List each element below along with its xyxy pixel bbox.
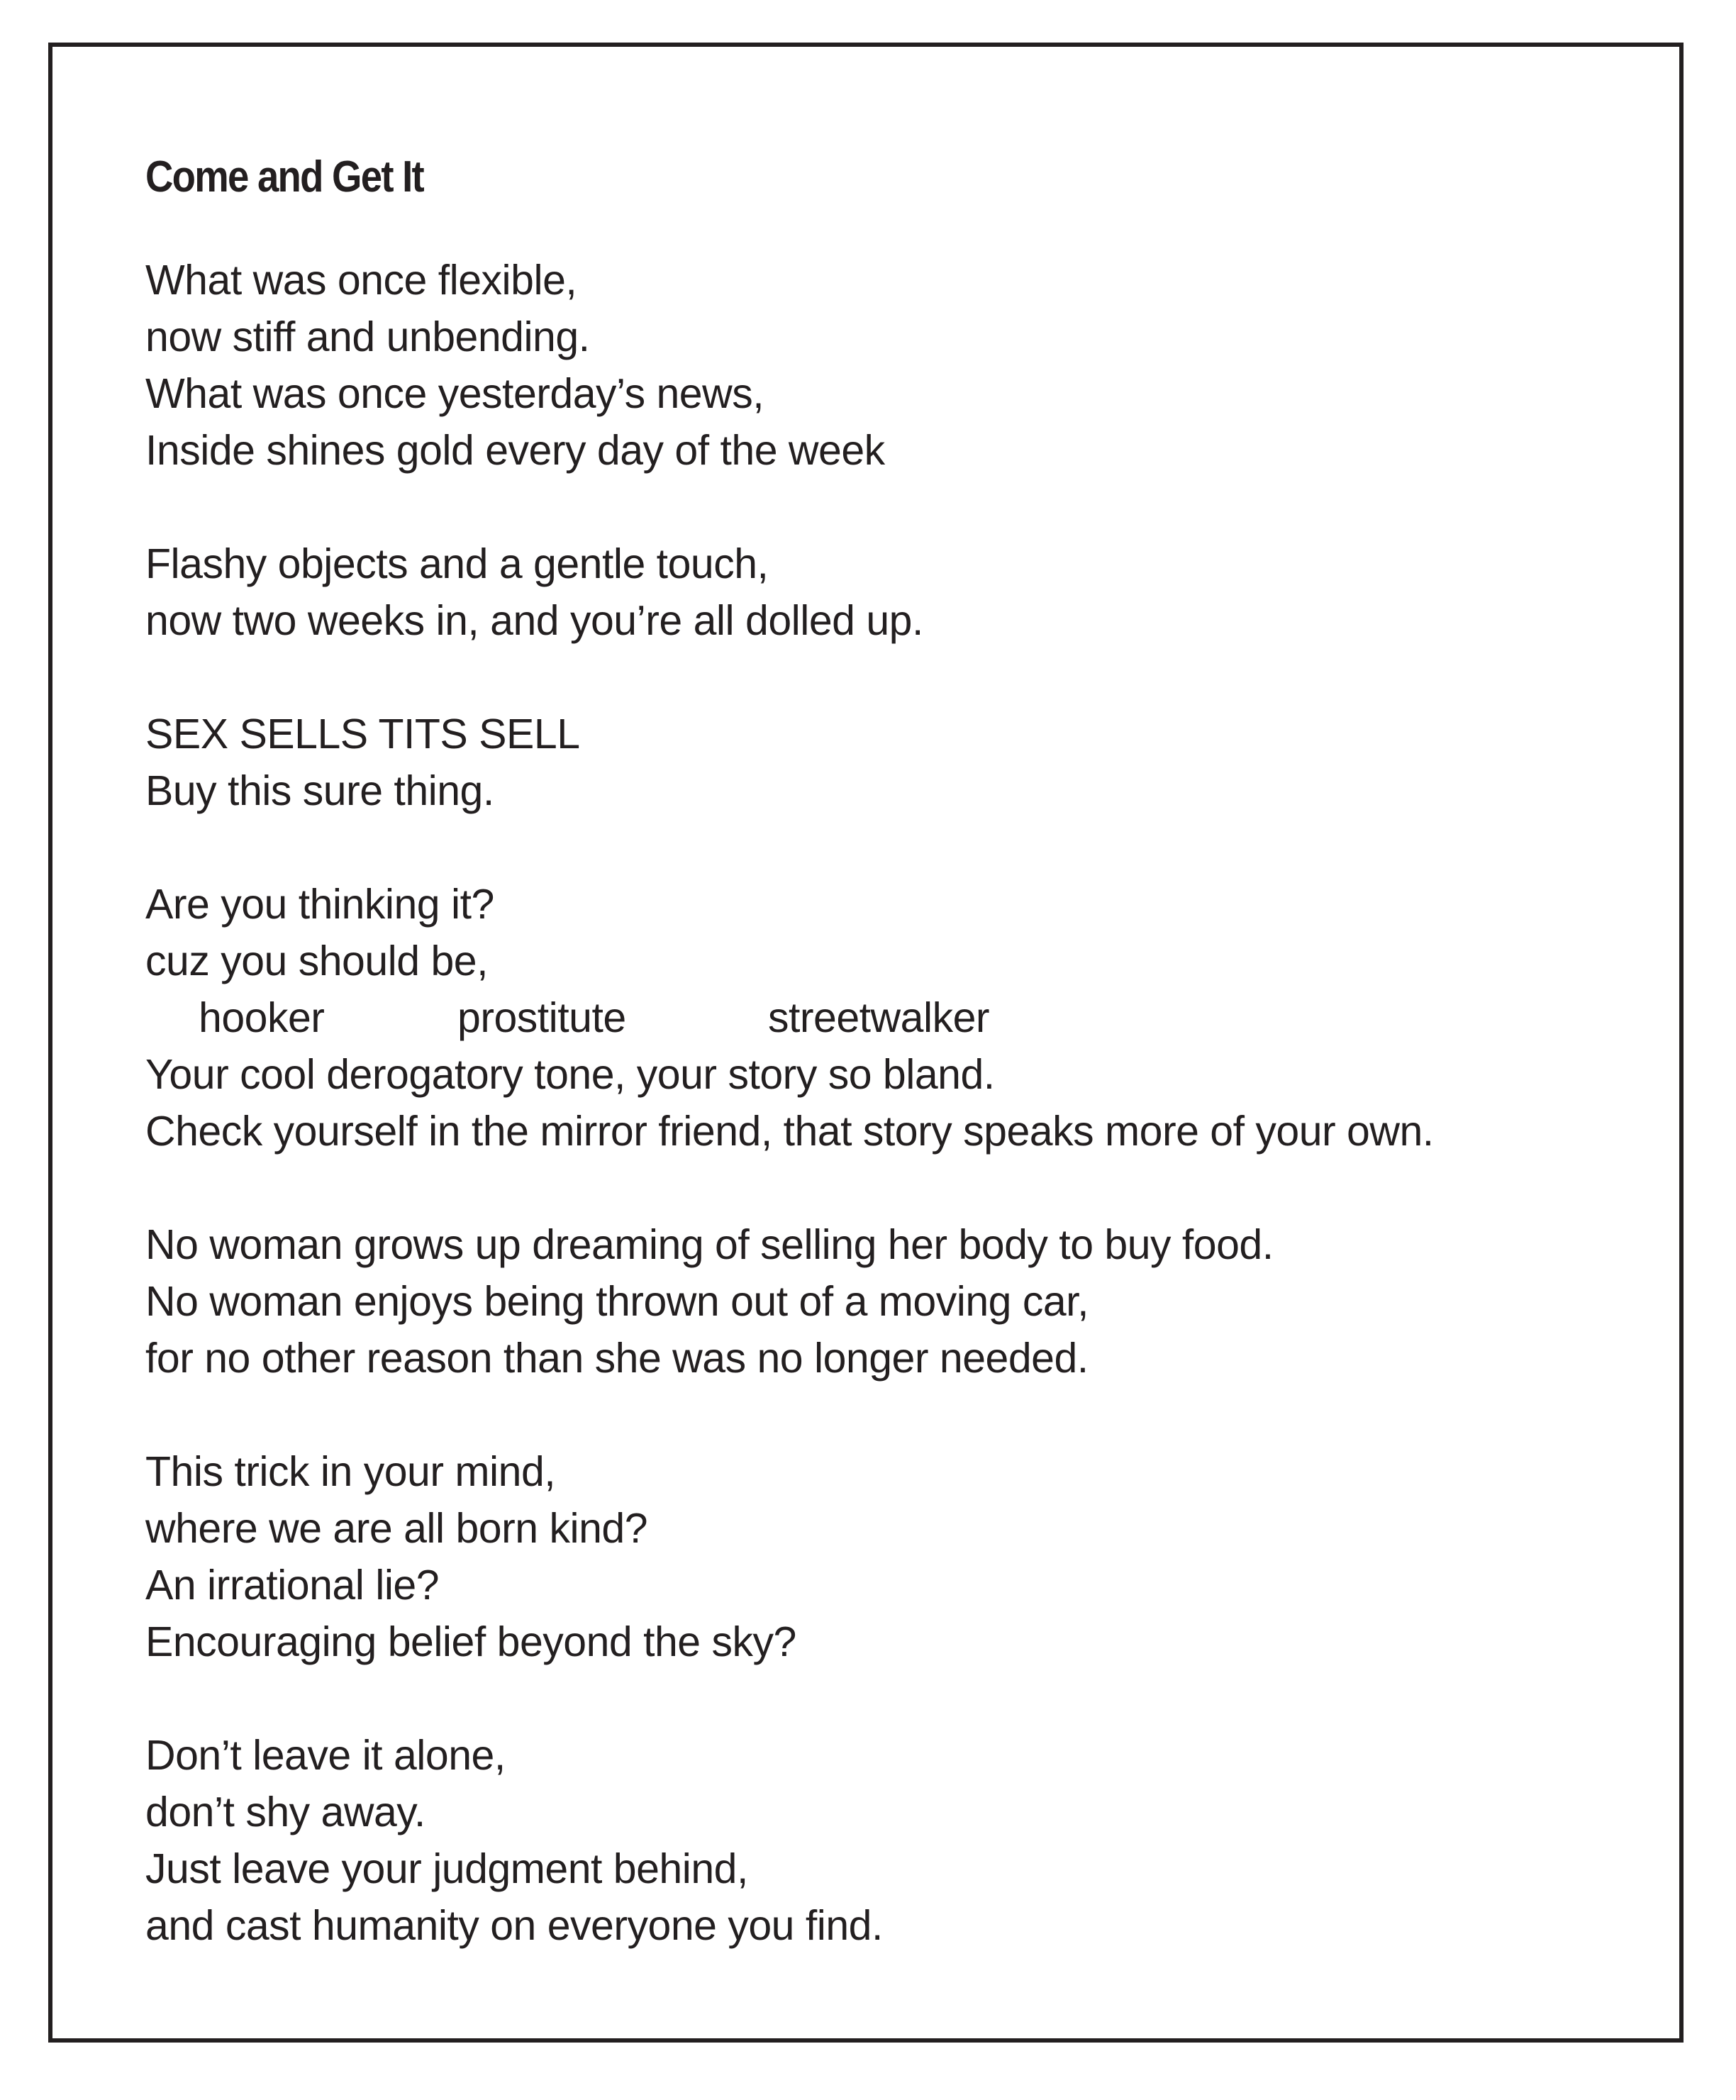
poem-title: Come and Get It xyxy=(145,152,423,201)
poem-line: cuz you should be, xyxy=(145,938,488,984)
stanza-6 xyxy=(145,1443,1434,1670)
spaced-word: streetwalker xyxy=(768,994,990,1041)
poem-line: An irrational lie? xyxy=(145,1562,440,1609)
poem-line: Just leave your judgment behind, xyxy=(145,1845,748,1892)
spaced-words-line xyxy=(145,989,1434,1046)
poem-line: for no other reason than she was no longer needed. xyxy=(145,1335,1089,1382)
poem-line: No woman enjoys being thrown out of a moving car, xyxy=(145,1278,1089,1325)
poem-line: Are you thinking it? xyxy=(145,881,494,928)
stanza-3 xyxy=(145,706,1434,819)
stanza-4 xyxy=(145,876,1434,1160)
poem-line: Check yourself in the mirror friend, that story speaks more of your own. xyxy=(145,1108,1434,1155)
poem-line: No woman grows up dreaming of selling her body to buy food. xyxy=(145,1221,1274,1268)
poem-line: Buy this sure thing. xyxy=(145,767,494,814)
poem-line: Don’t leave it alone, xyxy=(145,1732,506,1779)
poem-line: don’t shy away. xyxy=(145,1789,425,1835)
stanza-5 xyxy=(145,1216,1434,1387)
poem-line: and cast humanity on everyone you find. xyxy=(145,1902,883,1949)
poem-line: Your cool derogatory tone, your story so bland. xyxy=(145,1051,995,1098)
stanza-7 xyxy=(145,1727,1434,1954)
poem-line: now stiff and unbending. xyxy=(145,313,590,360)
spaced-word: prostitute xyxy=(457,994,626,1041)
poem-line: where we are all born kind? xyxy=(145,1505,648,1552)
spaced-word: hooker xyxy=(199,994,325,1041)
poem-body xyxy=(145,252,1434,2011)
stanza-1 xyxy=(145,252,1434,479)
poem-line: SEX SELLS TITS SELL xyxy=(145,711,580,757)
stanza-2 xyxy=(145,535,1434,649)
poem-line: Flashy objects and a gentle touch, xyxy=(145,540,769,587)
poem-line: This trick in your mind, xyxy=(145,1448,556,1495)
poem-line: What was once flexible, xyxy=(145,257,577,304)
poem-line: What was once yesterday’s news, xyxy=(145,370,764,417)
poem-line: Inside shines gold every day of the week xyxy=(145,427,885,474)
poem-line: Encouraging belief beyond the sky? xyxy=(145,1618,796,1665)
poem-line: now two weeks in, and you’re all dolled up. xyxy=(145,597,923,644)
